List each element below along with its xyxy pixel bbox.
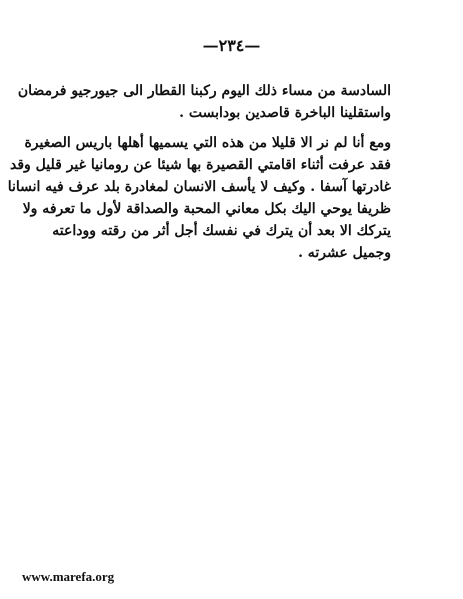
text-line: غادرتها آسفا . وكيف لا يأسف الانسان لمغادرة بلد عرف فيه انسانا bbox=[7, 179, 391, 195]
text-line: فقد عرفت أثناء اقامتي القصيرة بها شيئا عن رومانيا غير قليل وقد bbox=[10, 157, 391, 173]
text-line: ظريفا يوحي اليك بكل معاني المحبة والصداقة لأول ما تعرفه ولا bbox=[22, 201, 391, 217]
text-line: وجميل عشرته . bbox=[298, 245, 391, 261]
text-line: ومع أنا لم نر الا قليلا من هذه التي يسميها أهلها باريس الصغيرة bbox=[24, 135, 391, 151]
website-url: www.marefa.org bbox=[22, 569, 115, 584]
text-line: واستقلينا الباخرة قاصدين بودابست . bbox=[179, 105, 391, 121]
text-line: يتركك الا بعد أن يترك في نفسك أجل أثر من رقته ووداعته bbox=[52, 223, 391, 239]
text-line: السادسة من مساء ذلك اليوم ركبنا القطار الى جيورجيو فرمضان bbox=[17, 83, 391, 99]
page-number: —٢٣٤— bbox=[202, 36, 261, 55]
body-text bbox=[7, 80, 391, 264]
